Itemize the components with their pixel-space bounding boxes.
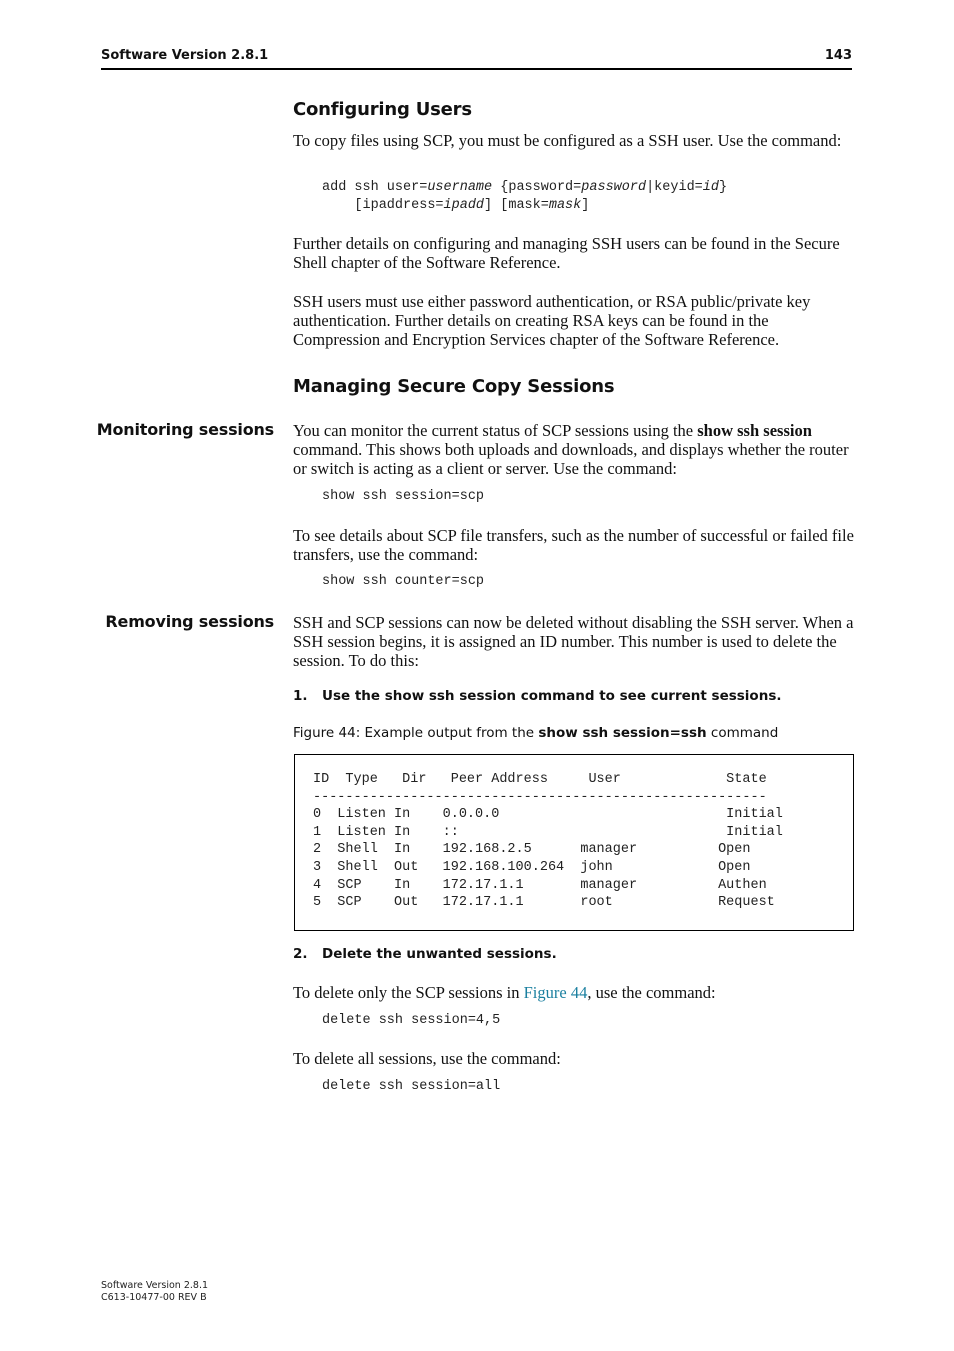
code-text: [ipaddress= <box>354 198 444 213</box>
step-text: Delete the unwanted sessions. <box>322 946 557 962</box>
code-param: id <box>702 180 719 195</box>
caption-command: show ssh session=ssh <box>538 725 707 741</box>
text-run: command. This shows both uploads and downloads, and displays whether the router or switch is acting as a client or server. Use the command: <box>293 440 849 479</box>
code-add-ssh-user <box>322 179 727 215</box>
paragraph-delete-scp <box>293 983 855 1002</box>
page-header <box>101 48 852 70</box>
code-delete-ssh-session-4-5: delete ssh session=4,5 <box>322 1013 501 1028</box>
text-run: To delete only the SCP sessions in <box>293 983 524 1002</box>
session-table <box>313 771 783 912</box>
table-row: 5 SCP Out 172.17.1.1 root Request <box>313 895 775 911</box>
table-row: 1 Listen In :: Initial <box>313 824 783 840</box>
section-heading-managing-scp: Managing Secure Copy Sessions <box>293 376 615 397</box>
paragraph-configuring-intro: To copy files using SCP, you must be configured as a SSH user. Use the command: <box>293 131 842 150</box>
figure-44-output-box <box>294 754 854 931</box>
step-number: 2. <box>293 946 308 962</box>
step-number: 1. <box>293 688 308 704</box>
code-show-ssh-counter: show ssh counter=scp <box>322 574 485 589</box>
code-text: ] [mask= <box>484 198 549 213</box>
paragraph-ssh-auth: SSH users must use either password authentication, or RSA public/private key authentication. Further details on creating RSA keys can be found in the Compression and Encryption Services chapter of the Software Reference. <box>293 292 811 350</box>
code-text: ] <box>581 198 590 213</box>
step-1 <box>293 688 781 704</box>
footer-doc-id: C613-10477-00 REV B <box>101 1292 207 1303</box>
code-delete-ssh-session-all: delete ssh session=all <box>322 1079 501 1094</box>
paragraph-delete-all: To delete all sessions, use the command: <box>293 1049 561 1068</box>
code-param: password <box>581 180 647 195</box>
text-run: , use the command: <box>587 983 716 1002</box>
code-param: ipadd <box>443 198 485 213</box>
step-2 <box>293 946 557 962</box>
command-name: show ssh session <box>697 421 812 440</box>
figure-44-link[interactable]: Figure 44 <box>523 983 588 1002</box>
text-run: You can monitor the current status of SCP sessions using the <box>293 421 698 440</box>
paragraph-scp-transfers: To see details about SCP file transfers, such as the number of successful or failed file transfers, use the command: <box>293 526 854 565</box>
side-heading-monitoring: Monitoring sessions <box>96 420 274 439</box>
section-heading-configuring-users: Configuring Users <box>293 99 472 120</box>
header-title: Software Version 2.8.1 <box>101 48 269 63</box>
table-row: 0 Listen In 0.0.0.0 Initial <box>313 807 783 823</box>
code-show-ssh-session: show ssh session=scp <box>322 489 485 504</box>
table-row: 4 SCP In 172.17.1.1 manager Authen <box>313 877 767 893</box>
page-footer <box>101 1280 208 1304</box>
code-text: } <box>719 180 728 195</box>
caption-text: command <box>706 725 779 741</box>
step-text: Use the show ssh session command to see current sessions. <box>322 688 782 704</box>
figure-caption <box>293 725 778 741</box>
code-text: {password= <box>492 180 582 195</box>
code-param: mask <box>548 198 582 213</box>
page-number: 143 <box>824 48 852 63</box>
table-row: 2 Shell In 192.168.2.5 manager Open <box>313 842 751 858</box>
footer-version: Software Version 2.8.1 <box>101 1280 209 1291</box>
table-row: 3 Shell Out 192.168.100.264 john Open <box>313 859 751 875</box>
table-separator: -------------------------------------------------------- <box>313 789 767 805</box>
paragraph-removing: SSH and SCP sessions can now be deleted without disabling the SSH server. When a SSH session begins, it is assigned an ID number. This number is used to delete the session. To do this: <box>293 613 854 671</box>
code-param: username <box>427 180 493 195</box>
code-text: add ssh user= <box>322 180 428 195</box>
paragraph-monitoring <box>293 421 855 479</box>
code-text: |keyid= <box>646 180 703 195</box>
side-heading-removing: Removing sessions <box>105 612 274 631</box>
table-header: ID Type Dir Peer Address User State <box>313 772 767 787</box>
caption-text: Figure 44: Example output from the <box>293 725 539 741</box>
paragraph-further-details: Further details on configuring and managing SSH users can be found in the Secure Shell chapter of the Software Reference. <box>293 234 840 273</box>
